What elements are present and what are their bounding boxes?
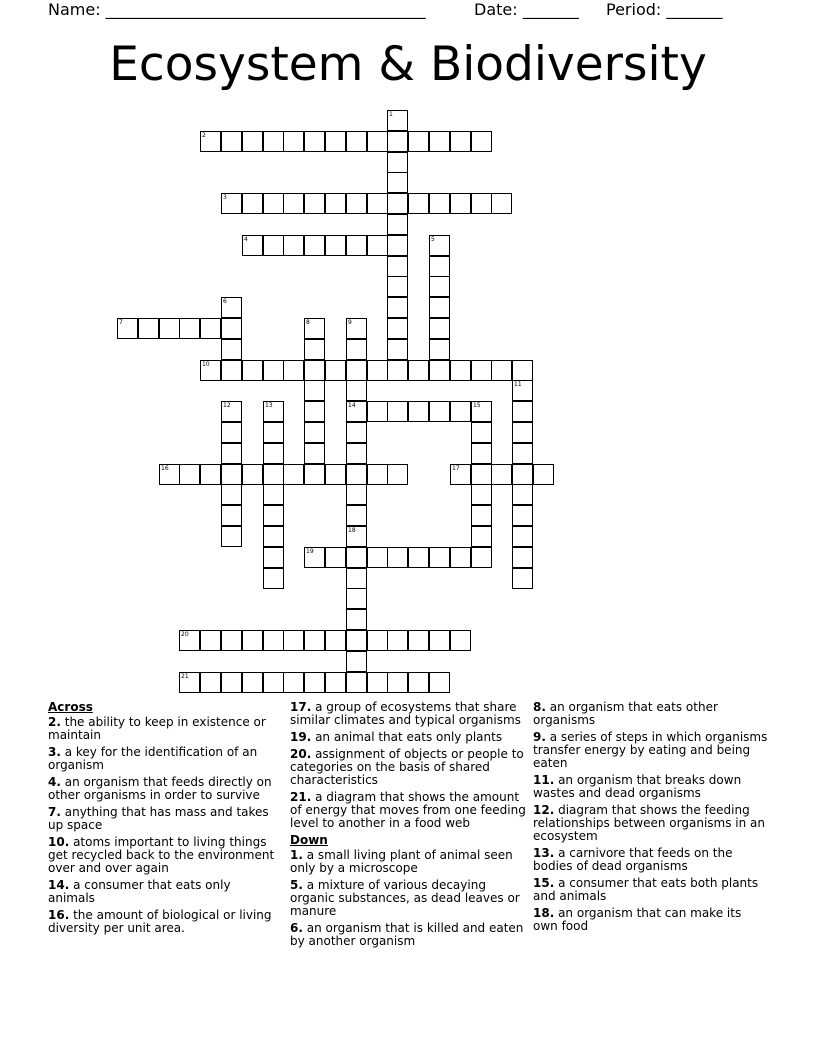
clue-number: 19. — [290, 730, 312, 744]
clue-number: 2. — [48, 715, 61, 729]
grid-cell[interactable] — [367, 464, 388, 485]
clue-text: atoms important to living things get recycled back to the environment over and over again — [48, 835, 275, 875]
clue-text: an organism that feeds directly on other organisms in order to survive — [48, 775, 272, 802]
grid-cell[interactable] — [179, 464, 200, 485]
grid-cell[interactable] — [304, 360, 325, 381]
grid-cell[interactable] — [346, 672, 367, 693]
grid-cell[interactable] — [387, 339, 408, 360]
grid-cell[interactable] — [491, 193, 512, 214]
grid-cell[interactable] — [242, 360, 263, 381]
grid-cell[interactable] — [346, 360, 367, 381]
grid-cell[interactable] — [263, 568, 284, 589]
grid-cell[interactable] — [429, 235, 450, 256]
grid-cell[interactable] — [367, 672, 388, 693]
grid-cell[interactable] — [304, 235, 325, 256]
grid-cell[interactable] — [387, 630, 408, 651]
grid-cell[interactable] — [408, 672, 429, 693]
grid-cell[interactable] — [429, 256, 450, 277]
clue-text: a small living plant of animal seen only by a microscope — [290, 848, 513, 875]
grid-cell[interactable] — [471, 464, 492, 485]
clue-number: 15 — [473, 402, 481, 409]
grid-cell[interactable] — [471, 193, 492, 214]
grid-cell[interactable] — [221, 630, 242, 651]
grid-cell[interactable] — [304, 131, 325, 152]
grid-cell[interactable] — [450, 464, 471, 485]
across-clue — [48, 879, 280, 905]
grid-cell[interactable] — [429, 401, 450, 422]
clue-number: 11. — [533, 773, 555, 787]
clue-number: 3 — [223, 194, 227, 201]
grid-cell[interactable] — [263, 443, 284, 464]
grid-cell[interactable] — [471, 401, 492, 422]
grid-cell[interactable] — [387, 318, 408, 339]
grid-cell[interactable] — [450, 401, 471, 422]
grid-cell[interactable] — [387, 193, 408, 214]
grid-cell[interactable] — [325, 235, 346, 256]
grid-cell[interactable] — [387, 110, 408, 131]
clue-number: 13. — [533, 846, 555, 860]
grid-cell[interactable] — [346, 422, 367, 443]
across-clue — [48, 909, 280, 935]
grid-cell[interactable] — [200, 672, 221, 693]
grid-cell[interactable] — [304, 193, 325, 214]
down-clue — [290, 879, 526, 918]
grid-cell[interactable] — [367, 401, 388, 422]
grid-cell[interactable] — [346, 568, 367, 589]
grid-cell[interactable] — [283, 360, 304, 381]
grid-cell[interactable] — [367, 630, 388, 651]
grid-cell[interactable] — [387, 214, 408, 235]
grid-cell[interactable] — [429, 276, 450, 297]
grid-cell[interactable] — [263, 505, 284, 526]
across-heading: Across — [48, 700, 93, 714]
grid-cell[interactable] — [346, 235, 367, 256]
grid-cell[interactable] — [159, 318, 180, 339]
down-clue — [533, 877, 769, 903]
grid-cell[interactable] — [512, 380, 533, 401]
grid-cell[interactable] — [512, 401, 533, 422]
clue-number: 13 — [265, 402, 273, 409]
clue-number: 6. — [290, 921, 303, 935]
grid-cell[interactable] — [304, 672, 325, 693]
grid-cell[interactable] — [304, 547, 325, 568]
grid-cell[interactable] — [471, 131, 492, 152]
grid-cell[interactable] — [304, 630, 325, 651]
worksheet-header — [0, 0, 816, 24]
grid-cell[interactable] — [242, 630, 263, 651]
clue-number: 18. — [533, 906, 555, 920]
clue-text: diagram that shows the feeding relationships between organisms in an ecosystem — [533, 803, 766, 843]
clue-number: 14. — [48, 878, 70, 892]
grid-cell[interactable] — [304, 464, 325, 485]
grid-cell[interactable] — [408, 193, 429, 214]
clue-number: 16 — [161, 465, 169, 472]
down-clue — [290, 849, 526, 875]
grid-cell[interactable] — [263, 422, 284, 443]
grid-cell[interactable] — [221, 318, 242, 339]
grid-cell[interactable] — [346, 505, 367, 526]
grid-cell[interactable] — [512, 422, 533, 443]
clue-number: 20. — [290, 747, 312, 761]
grid-cell[interactable] — [242, 464, 263, 485]
across-clue — [48, 746, 280, 772]
clue-number: 18 — [348, 527, 356, 534]
grid-cell[interactable] — [200, 318, 221, 339]
across-clue — [290, 731, 526, 744]
down-heading: Down — [290, 833, 328, 847]
grid-cell[interactable] — [512, 505, 533, 526]
grid-cell[interactable] — [283, 630, 304, 651]
down-clue — [533, 907, 769, 933]
grid-cell[interactable] — [346, 443, 367, 464]
grid-cell[interactable] — [408, 547, 429, 568]
grid-cell[interactable] — [242, 672, 263, 693]
clue-text: an organism that breaks down wastes and dead organisms — [533, 773, 742, 800]
down-clue — [290, 922, 526, 948]
date-field[interactable]: Date: _______ — [474, 0, 579, 19]
grid-cell[interactable] — [221, 297, 242, 318]
clue-number: 6 — [223, 298, 227, 305]
name-field[interactable]: Name: ________________________________________ — [48, 0, 426, 19]
grid-cell[interactable] — [387, 464, 408, 485]
across-clue — [48, 836, 280, 875]
grid-cell[interactable] — [263, 464, 284, 485]
grid-cell[interactable] — [408, 630, 429, 651]
grid-cell[interactable] — [221, 464, 242, 485]
grid-cell[interactable] — [512, 547, 533, 568]
grid-cell[interactable] — [429, 672, 450, 693]
clue-number: 1 — [389, 111, 393, 118]
grid-cell[interactable] — [242, 193, 263, 214]
grid-cell[interactable] — [325, 547, 346, 568]
grid-cell[interactable] — [221, 672, 242, 693]
clue-text: assignment of objects or people to categories on the basis of shared characteristics — [290, 747, 524, 787]
grid-cell[interactable] — [263, 630, 284, 651]
grid-cell[interactable] — [117, 318, 138, 339]
clues-column-1 — [48, 701, 280, 939]
grid-cell[interactable] — [346, 380, 367, 401]
grid-cell[interactable] — [325, 630, 346, 651]
grid-cell[interactable] — [263, 526, 284, 547]
down-clue — [533, 847, 769, 873]
across-clue — [290, 748, 526, 787]
grid-cell[interactable] — [346, 588, 367, 609]
grid-cell[interactable] — [304, 380, 325, 401]
clue-text: anything that has mass and takes up space — [48, 805, 269, 832]
grid-cell[interactable] — [346, 609, 367, 630]
grid-cell[interactable] — [283, 672, 304, 693]
grid-cell[interactable] — [221, 193, 242, 214]
grid-cell[interactable] — [179, 318, 200, 339]
clue-number: 17. — [290, 700, 312, 714]
grid-cell[interactable] — [471, 505, 492, 526]
grid-cell[interactable] — [387, 276, 408, 297]
grid-cell[interactable] — [491, 464, 512, 485]
clue-text: an organism that is killed and eaten by another organism — [290, 921, 524, 948]
clues-column-2 — [290, 701, 526, 952]
grid-cell[interactable] — [346, 339, 367, 360]
grid-cell[interactable] — [283, 131, 304, 152]
clue-text: a key for the identification of an organism — [48, 745, 258, 772]
grid-cell[interactable] — [387, 131, 408, 152]
grid-cell[interactable] — [221, 505, 242, 526]
grid-cell[interactable] — [408, 360, 429, 381]
clue-text: a diagram that shows the amount of energy that moves from one feeding level to another in a food web — [290, 790, 526, 830]
grid-cell[interactable] — [387, 172, 408, 193]
clue-text: the ability to keep in existence or maintain — [48, 715, 266, 742]
grid-cell[interactable] — [221, 484, 242, 505]
grid-cell[interactable] — [491, 360, 512, 381]
grid-cell[interactable] — [325, 464, 346, 485]
grid-cell[interactable] — [242, 131, 263, 152]
grid-cell[interactable] — [346, 526, 367, 547]
clue-text: an animal that eats only plants — [311, 730, 503, 744]
down-clue — [533, 804, 769, 843]
clue-number: 10 — [202, 361, 210, 368]
clue-number: 4 — [244, 236, 248, 243]
grid-cell[interactable] — [159, 464, 180, 485]
grid-cell[interactable] — [429, 547, 450, 568]
clues-column-3 — [533, 701, 769, 937]
across-clue — [48, 806, 280, 832]
down-clue — [533, 701, 769, 727]
grid-cell[interactable] — [471, 443, 492, 464]
grid-cell[interactable] — [221, 131, 242, 152]
grid-cell[interactable] — [346, 630, 367, 651]
grid-cell[interactable] — [429, 339, 450, 360]
clue-number: 10. — [48, 835, 70, 849]
grid-cell[interactable] — [471, 360, 492, 381]
grid-cell[interactable] — [387, 152, 408, 173]
grid-cell[interactable] — [512, 443, 533, 464]
grid-cell[interactable] — [283, 235, 304, 256]
grid-cell[interactable] — [263, 401, 284, 422]
grid-cell[interactable] — [304, 339, 325, 360]
clue-number: 15. — [533, 876, 555, 890]
grid-cell[interactable] — [283, 464, 304, 485]
grid-cell[interactable] — [450, 547, 471, 568]
grid-cell[interactable] — [325, 360, 346, 381]
grid-cell[interactable] — [221, 339, 242, 360]
down-clue — [533, 774, 769, 800]
down-clue — [533, 731, 769, 770]
grid-cell[interactable] — [263, 235, 284, 256]
clue-number: 7. — [48, 805, 61, 819]
grid-cell[interactable] — [512, 360, 533, 381]
clue-number: 12. — [533, 803, 555, 817]
grid-cell[interactable] — [304, 401, 325, 422]
grid-cell[interactable] — [346, 401, 367, 422]
clue-text: a consumer that eats both plants and animals — [533, 876, 759, 903]
grid-cell[interactable] — [346, 484, 367, 505]
grid-cell[interactable] — [471, 526, 492, 547]
grid-cell[interactable] — [429, 360, 450, 381]
grid-cell[interactable] — [179, 630, 200, 651]
grid-cell[interactable] — [221, 422, 242, 443]
across-clue — [290, 791, 526, 830]
grid-cell[interactable] — [387, 235, 408, 256]
clue-number: 9. — [533, 730, 546, 744]
clue-text: a group of ecosystems that share similar climates and typical organisms — [290, 700, 521, 727]
clue-text: the amount of biological or living diversity per unit area. — [48, 908, 272, 935]
grid-cell[interactable] — [346, 464, 367, 485]
grid-cell[interactable] — [408, 131, 429, 152]
grid-cell[interactable] — [387, 297, 408, 318]
grid-cell[interactable] — [221, 360, 242, 381]
grid-cell[interactable] — [263, 131, 284, 152]
clue-number: 12 — [223, 402, 231, 409]
grid-cell[interactable] — [367, 360, 388, 381]
grid-cell[interactable] — [387, 256, 408, 277]
grid-cell[interactable] — [387, 401, 408, 422]
grid-cell[interactable] — [429, 297, 450, 318]
grid-cell[interactable] — [304, 318, 325, 339]
grid-cell[interactable] — [200, 131, 221, 152]
grid-cell[interactable] — [387, 672, 408, 693]
clue-number: 1. — [290, 848, 303, 862]
grid-cell[interactable] — [346, 193, 367, 214]
grid-cell[interactable] — [367, 131, 388, 152]
across-clue — [48, 776, 280, 802]
grid-cell[interactable] — [221, 401, 242, 422]
grid-cell[interactable] — [346, 318, 367, 339]
across-clue — [290, 701, 526, 727]
grid-cell[interactable] — [242, 235, 263, 256]
grid-cell[interactable] — [429, 318, 450, 339]
grid-cell[interactable] — [346, 651, 367, 672]
grid-cell[interactable] — [263, 672, 284, 693]
clue-text: a carnivore that feeds on the bodies of dead organisms — [533, 846, 733, 873]
clue-number: 11 — [514, 381, 522, 388]
clue-text: an organism that can make its own food — [533, 906, 742, 933]
grid-cell[interactable] — [263, 484, 284, 505]
grid-cell[interactable] — [533, 464, 554, 485]
clue-number: 5 — [431, 236, 435, 243]
grid-cell[interactable] — [221, 443, 242, 464]
grid-cell[interactable] — [512, 526, 533, 547]
grid-cell[interactable] — [325, 193, 346, 214]
grid-cell[interactable] — [221, 526, 242, 547]
clue-number: 8. — [533, 700, 546, 714]
grid-cell[interactable] — [263, 547, 284, 568]
clue-number: 21 — [181, 673, 189, 680]
clue-number: 9 — [348, 319, 352, 326]
period-field[interactable]: Period: _______ — [606, 0, 723, 19]
grid-cell[interactable] — [408, 401, 429, 422]
grid-cell[interactable] — [179, 672, 200, 693]
grid-cell[interactable] — [325, 131, 346, 152]
grid-cell[interactable] — [429, 630, 450, 651]
clue-number: 14 — [348, 402, 356, 409]
grid-cell[interactable] — [429, 131, 450, 152]
grid-cell[interactable] — [283, 193, 304, 214]
clue-text: an organism that eats other organisms — [533, 700, 718, 727]
grid-cell[interactable] — [450, 630, 471, 651]
grid-cell[interactable] — [471, 422, 492, 443]
grid-cell[interactable] — [200, 630, 221, 651]
grid-cell[interactable] — [263, 360, 284, 381]
grid-cell[interactable] — [450, 131, 471, 152]
grid-cell[interactable] — [512, 464, 533, 485]
grid-cell[interactable] — [346, 547, 367, 568]
grid-cell[interactable] — [387, 360, 408, 381]
page-title: Ecosystem & Biodiversity — [109, 37, 707, 92]
grid-cell[interactable] — [325, 672, 346, 693]
grid-cell[interactable] — [367, 193, 388, 214]
grid-cell[interactable] — [450, 193, 471, 214]
grid-cell[interactable] — [512, 484, 533, 505]
clue-number: 5. — [290, 878, 303, 892]
clue-number: 8 — [306, 319, 310, 326]
clue-number: 7 — [119, 319, 123, 326]
grid-cell[interactable] — [304, 443, 325, 464]
grid-cell[interactable] — [304, 422, 325, 443]
grid-cell[interactable] — [387, 547, 408, 568]
clue-number: 4. — [48, 775, 61, 789]
across-clue — [48, 716, 280, 742]
grid-cell[interactable] — [346, 131, 367, 152]
clue-number: 19 — [306, 548, 314, 555]
clue-number: 3. — [48, 745, 61, 759]
clue-text: a consumer that eats only animals — [48, 878, 231, 905]
grid-cell[interactable] — [200, 360, 221, 381]
clue-text: a mixture of various decaying organic substances, as dead leaves or manure — [290, 878, 520, 918]
grid-cell[interactable] — [263, 193, 284, 214]
grid-cell[interactable] — [138, 318, 159, 339]
grid-cell[interactable] — [367, 235, 388, 256]
clue-text: a series of steps in which organisms transfer energy by eating and being eaten — [533, 730, 768, 770]
grid-cell[interactable] — [471, 484, 492, 505]
clue-number: 16. — [48, 908, 70, 922]
clue-number: 2 — [202, 132, 206, 139]
clue-number: 20 — [181, 631, 189, 638]
clue-number: 21. — [290, 790, 312, 804]
grid-cell[interactable] — [200, 464, 221, 485]
grid-cell[interactable] — [450, 360, 471, 381]
grid-cell[interactable] — [512, 568, 533, 589]
clue-number: 17 — [452, 465, 460, 472]
grid-cell[interactable] — [429, 193, 450, 214]
grid-cell[interactable] — [471, 547, 492, 568]
grid-cell[interactable] — [367, 547, 388, 568]
